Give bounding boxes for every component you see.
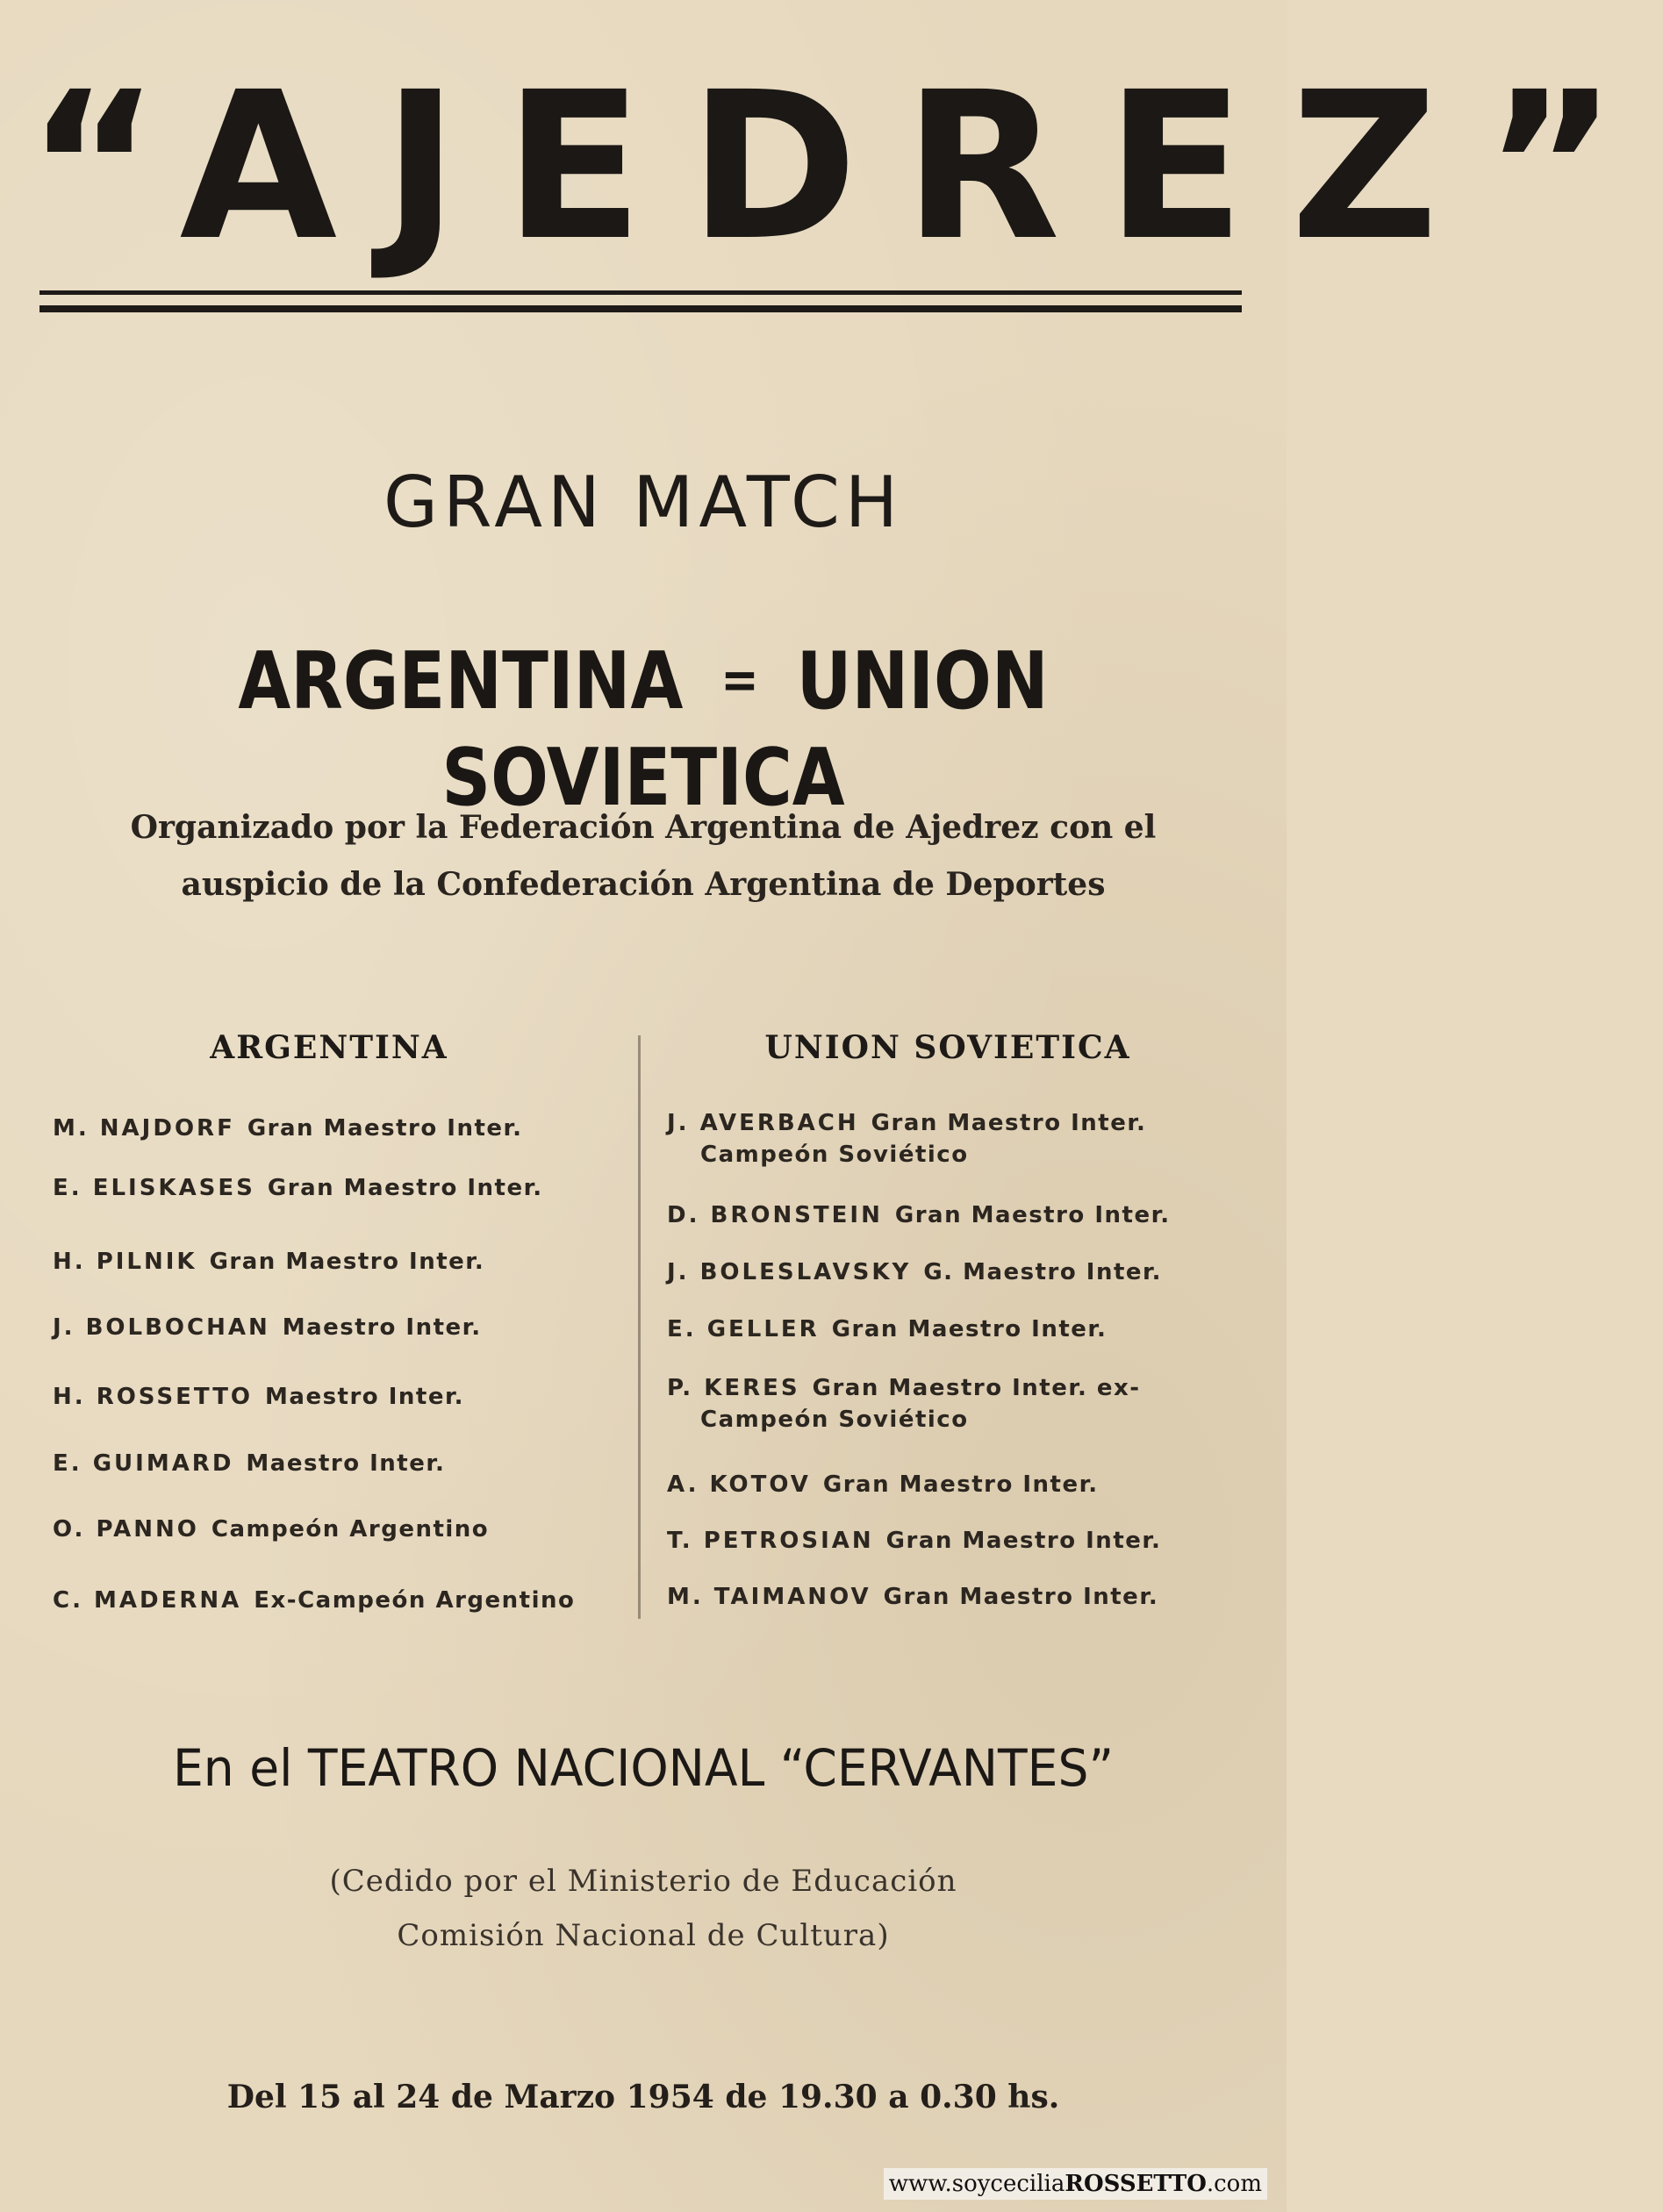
organizer-line-2: auspicio de la Confederación Argentina de Deportes	[181, 866, 1106, 903]
list-item	[667, 1372, 1141, 1435]
player-title: Gran Maestro Inter.	[883, 1584, 1159, 1610]
player-name: T. PETROSIAN	[667, 1528, 874, 1554]
player-name: J. BOLBOCHAN	[53, 1314, 270, 1341]
player-title: Maestro Inter.	[265, 1384, 464, 1410]
player-title: Gran Maestro Inter.	[885, 1528, 1162, 1554]
venue-note-line-1: (Cedido por el Ministerio de Educación	[329, 1864, 957, 1899]
player-name: M. TAIMANOV	[667, 1584, 871, 1610]
page-title: “AJEDREZ”	[26, 48, 1663, 285]
list-item	[53, 1514, 489, 1545]
match-separator: =	[720, 649, 759, 711]
list-item	[667, 1199, 1171, 1231]
player-name: J. AVERBACH	[667, 1110, 859, 1136]
list-item	[53, 1585, 575, 1616]
player-name: H. ROSSETTO	[53, 1384, 254, 1410]
list-item	[53, 1448, 445, 1479]
player-title: Gran Maestro Inter.	[822, 1471, 1099, 1498]
list-item	[667, 1581, 1158, 1613]
title-rule-thick	[39, 305, 1242, 312]
list-item	[53, 1246, 484, 1278]
player-title: Gran Maestro Inter.	[247, 1115, 523, 1142]
list-item	[53, 1381, 464, 1413]
website-watermark	[884, 2168, 1267, 2200]
soviet-column-header: UNION SOVIETICA	[764, 1029, 1131, 1066]
player-name: D. BRONSTEIN	[667, 1202, 883, 1228]
player-title: Maestro Inter.	[282, 1314, 482, 1341]
player-title: Campeón Argentino	[211, 1516, 490, 1543]
player-name: O. PANNO	[53, 1516, 199, 1543]
event-heading: GRAN MATCH	[383, 462, 904, 543]
player-name: E. GELLER	[667, 1316, 820, 1342]
player-title: G. Maestro Inter.	[923, 1259, 1163, 1285]
player-name: A. KOTOV	[667, 1471, 811, 1498]
player-name: H. PILNIK	[53, 1249, 197, 1275]
event-dates: Del 15 al 24 de Marzo 1954 de 19.30 a 0.30 hs.	[226, 2079, 1060, 2115]
player-title: Gran Maestro Inter.	[871, 1110, 1147, 1136]
player-title: Gran Maestro Inter. ex-	[812, 1375, 1141, 1401]
list-item	[53, 1312, 482, 1343]
player-title: Ex-Campeón Argentino	[254, 1587, 576, 1614]
player-name: M. NAJDORF	[53, 1115, 235, 1142]
player-name: J. BOLESLAVSKY	[667, 1259, 912, 1285]
venue-note-line-2: Comisión Nacional de Cultura)	[397, 1918, 890, 1953]
watermark-prefix: www.soycecilia	[888, 2171, 1065, 2197]
list-item	[667, 1525, 1161, 1557]
player-subtitle: Campeón Soviético	[700, 1142, 969, 1168]
player-name: E. ELISKASES	[53, 1175, 255, 1201]
team-b-name: UNION SOVIETICA	[441, 635, 1049, 824]
player-name: E. GUIMARD	[53, 1450, 234, 1477]
watermark-brand: ROSSETTO	[1064, 2171, 1207, 2197]
column-divider	[638, 1035, 641, 1619]
list-item	[667, 1107, 1146, 1170]
list-item	[667, 1314, 1107, 1345]
list-item	[53, 1172, 543, 1204]
match-title	[90, 632, 1197, 827]
venue-line: En el TEATRO NACIONAL “CERVANTES”	[172, 1738, 1115, 1798]
watermark-suffix: .com	[1206, 2171, 1262, 2197]
player-title: Maestro Inter.	[246, 1450, 446, 1477]
player-subtitle: Campeón Soviético	[700, 1407, 969, 1433]
player-title: Gran Maestro Inter.	[831, 1316, 1107, 1342]
title-rule-thin	[39, 290, 1242, 295]
player-name: P. KERES	[667, 1375, 800, 1401]
list-item	[53, 1113, 523, 1144]
player-title: Gran Maestro Inter.	[267, 1175, 543, 1201]
player-title: Gran Maestro Inter.	[894, 1202, 1171, 1228]
list-item	[667, 1256, 1162, 1288]
player-name: C. MADERNA	[53, 1587, 242, 1614]
team-a-name: ARGENTINA	[238, 635, 684, 727]
argentina-column-header: ARGENTINA	[210, 1029, 448, 1066]
organizer-line-1: Organizado por la Federación Argentina de Ajedrez con el	[130, 809, 1157, 846]
list-item	[667, 1469, 1099, 1500]
player-title: Gran Maestro Inter.	[209, 1249, 485, 1275]
